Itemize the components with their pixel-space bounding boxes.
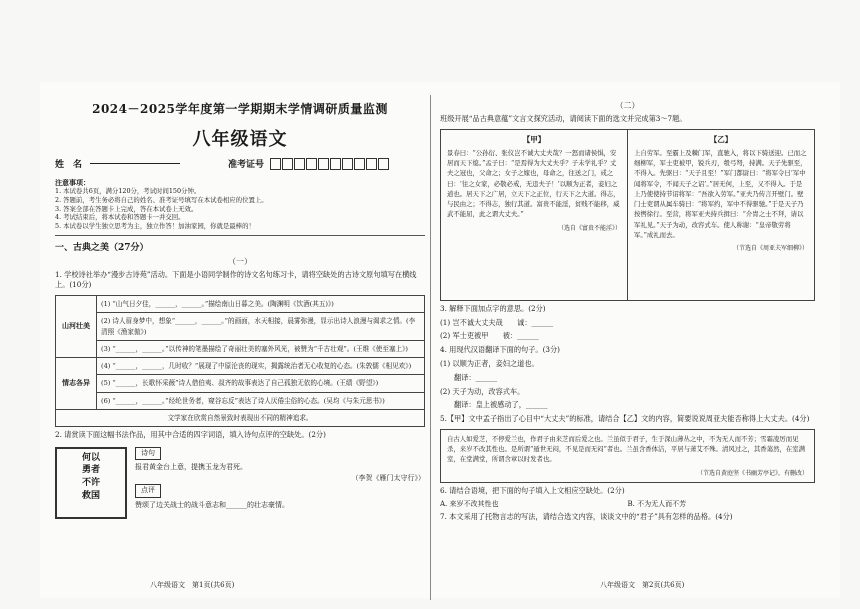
category-landscape: 山河壮美 [56,296,97,358]
poem-row[interactable]: (3) “______，______。”以传神的笔墨描绘了奇丽壮美的塞外风光，被赞为“千古壮观”。(王维《使至塞上》) [97,340,425,357]
notice [55,178,425,231]
page-divider [430,95,431,600]
divider [55,235,425,236]
candidate-info [55,157,425,170]
calligraphy-artwork [55,447,127,519]
subject-title: 八年级语文 [192,129,288,150]
poem-row[interactable]: (5) “______，长歌怀采薇”诗人借伯夷、叔齐的故事表达了自己孤独无依的心境。(王绩《野望》) [97,375,425,392]
passage-box [440,129,815,301]
exam-no-boxes[interactable] [270,158,390,170]
page-footer-left: 八年级语文 第1页(共6页) [150,581,235,589]
reading-intro: 班级开展“品古典意蕴”文言文探究活动，请阅读下面的选文并完成第3～7题。 [440,114,687,123]
passage-yi [627,130,814,300]
poem-row[interactable]: (1) “山气日夕佳，______，______。”描绘南山日暮之美。(陶渊明《饮酒(其五)》) [97,296,425,313]
category-emotion: 情志各异 [56,358,97,410]
page-right [440,100,815,590]
poem-line: 报君黄金台上意，提携玉龙为君死。 [135,462,247,471]
notice-heading: 注意事项： [55,178,90,187]
part-heading: （二） [615,101,640,110]
name-label: 姓 名 [55,160,83,170]
notice-item: 1. 本试卷共6页，满分120分，考试时间150分钟。 [55,187,201,196]
passage-jia [441,130,627,300]
passage-jia-source: （选自《富贵不能淫》） [557,224,621,232]
extract-box [440,429,815,483]
extract-source: （节选自黄庭坚《书幽芳亭记》，有删改） [696,469,808,477]
table-footer: 文学家在欣赏自然景致时表现出不同的精神追求。 [56,409,425,426]
question-4: 4. 用现代汉语翻译下面的句子。(3分) [440,345,560,355]
calligraphy-notes [135,447,425,519]
question-7: 7. 本文采用了托物言志的写法，请结合选文内容，谈谈文中的“君子”具有怎样的品格。(4分) [440,512,733,522]
poem-source: （李贺《雁门太守行》） [351,474,425,483]
calligraphy-block [55,447,425,519]
passage-jia-title: 【甲】 [522,134,546,144]
poem-row[interactable]: (6) “______，______。”经纶世务者，窥谷忘反”表达了诗人厌倦尘俗的心态。(吴均《与朱元思书》) [97,392,425,409]
exam-title: 2024－2025学年度第一学期期末学情调研质量监测 [92,102,388,116]
calligraphy-text: 何以 勇者 不许 救国 [81,452,100,501]
page-left [55,100,425,590]
options [440,499,815,509]
poem-row[interactable]: (4) “______，______，几时收？”展现了中原沦丧的现实，揭露统治者无心收复的心态。(朱敦儒《相见欢》) [97,358,425,375]
notice-item: 3. 答案全部在答题卡上完成，答在本试卷上无效。 [55,204,198,213]
passage-yi-text: 上自劳军。至霸上及棘门军，直驰入，将以下骑送迎。已而之细柳军，军士吏被甲，锐兵刃，彀弓弩，持满。天子先驱至，不得入。先驱曰：“天子且至！”军门都尉曰：“将军令曰‘军中闻将军令，不闻天子之诏’。”居无何，上至，又不得入。于是上乃使使持节诏将军：“吾欲入劳军。”亚夫乃传言开壁门。壁门士吏谓从属车骑曰：“将军约，军中不得驱驰。”于是天子乃按辔徐行。至营，将军亚夫持兵揖曰：“介胄之士不拜，请以军礼见。”天子为动，改容式车。使人称谢：“皇帝敬劳将军。”成礼而去。 [634,148,807,239]
passage-yi-title: 【乙】 [709,134,733,144]
option-a[interactable]: A. 来岁不改其性也 [440,500,499,509]
question-5: 5.【甲】文中孟子指出了心目中“大丈夫”的标准，请结合【乙】文的内容，简要说说周亚夫能否称得上大丈夫。(4分) [440,414,810,424]
page-footer-right: 八年级语文 第2页(共6页) [600,581,685,589]
question-4-2-answer[interactable]: 翻译：皇上被感动了，______ [454,400,548,410]
poem-row[interactable]: (2) 诗人眉身梦中，想象“______，______。”的画面，水天相接，晨雾弥漫，显示出诗人浪漫与渴求之情。(李清照《渔家傲》) [97,313,425,340]
question-1: 1. 学校诗社举办“漫步古诗苑”活动。下面是小语同学制作的诗文名句练习卡，请将空缺处的古诗文原句填写在横线上。(10分) [55,269,417,290]
question-3-1[interactable]: (1) 岂不诚大丈夫哉 诚：______ [440,317,554,327]
question-2: 2. 请赏读下面这幅书法作品，用其中合适的四字词语，填入诗句点评的空缺处。(2分) [55,429,326,439]
option-b[interactable]: B. 不为无人而不芳 [627,500,687,509]
section-heading: 一、古典之美（27分） [55,242,149,253]
passage-yi-source: （节选自《周亚夫军细柳》） [732,245,808,253]
passage-jia-text: 景春曰：“公孙衍、张仪岂不诚大丈夫哉？一怒而诸侯惧，安居而天下熄。”孟子曰：“是焉得为大丈夫乎？子未学礼乎？丈夫之冠也，父命之；女子之嫁也，母命之，往送之门，戒之曰：‘往之女家，必敬必戒，无违夫子！’以顺为正者，妾妇之道也。居天下之广居，立天下之正位，行天下之大道。得志，与民由之；不得志，独行其道。富贵不能淫，贫贱不能移，威武不能屈，此之谓大丈夫。” [447,148,620,219]
poem-tag: 诗句 [135,447,161,460]
question-3-2[interactable]: (2) 军士吏被甲 被：______ [440,331,539,341]
question-4-2: (2) 天子为动，改容式车。 [440,386,525,396]
notice-item: 4. 考试结束后，将本试卷和答题卡一并交回。 [55,213,185,222]
comment-line[interactable]: 赞颂了边关战士的战斗意志和______的壮志豪情。 [135,500,289,509]
name-field[interactable] [90,163,180,164]
poem-table [55,295,425,427]
comment-tag: 点评 [135,484,161,497]
notice-item: 5. 本试卷以学生独立思考为主，独立作答！加油家园，你就是最棒的！ [55,222,255,230]
exam-no-label: 准考证号 [228,160,265,170]
question-6: 6. 请结合语境，把下面的句子填入上文相应空缺处。(2分) [440,486,625,496]
extract-text: 自古人如爱芝，不停爱兰也，作君子由来芝而后爱之也。兰虽似于君子，生于深山薄丛之中，不为无人而不芳；雪霜凌厉而见杀，来岁不改其性也。是所谓“遁世无闷，不见是而无闷”者也。兰虽含香体洁，平居与萧艾不殊。清风过之，其香蔼然，在室满室，在堂满堂，所谓含章以时发者也。 [447,434,806,464]
question-4-1-answer[interactable]: 翻译：______ [454,372,498,382]
question-4-1: (1) 以顺为正者，妾妇之道也。 [440,358,539,368]
notice-item: 2. 答题前，考生务必将自己的姓名、准考证号填写在本试卷相应的位置上。 [55,196,268,205]
part-heading: （一） [228,256,252,266]
question-3: 3. 解释下面加点字的意思。(2分) [440,303,546,313]
